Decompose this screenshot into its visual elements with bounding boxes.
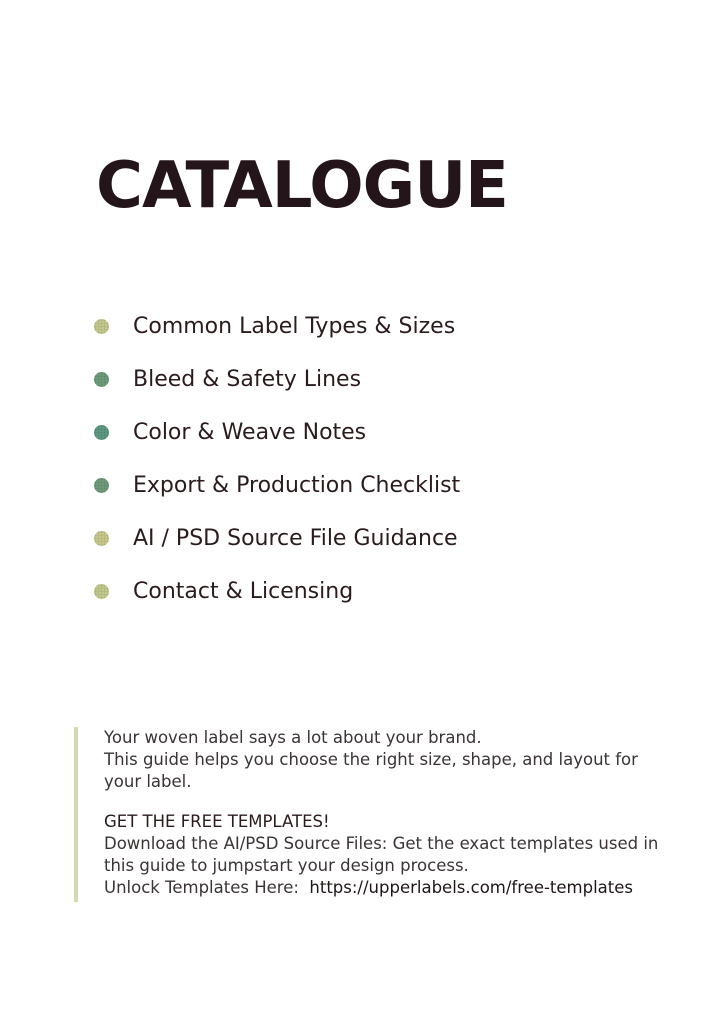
bullet-icon: [94, 478, 109, 493]
templates-link[interactable]: https://upperlabels.com/free-templates: [309, 878, 634, 897]
cta-body: Download the AI/PSD Source Files: Get the exact templates used in this guide to jumpstart your design process.: [104, 834, 659, 875]
bullet-icon: [94, 425, 109, 440]
templates-callout: [74, 727, 674, 902]
page-title: CATALOGUE: [96, 149, 508, 223]
unlock-label: Unlock Templates Here:: [104, 878, 299, 897]
toc-item-label: Contact & Licensing: [133, 579, 354, 604]
toc-item: [94, 459, 460, 512]
toc-item: [94, 512, 460, 565]
intro-text: [104, 727, 674, 793]
toc-item: [94, 353, 460, 406]
toc-item-label: AI / PSD Source File Guidance: [133, 526, 458, 551]
unlock-line: [104, 877, 674, 899]
toc-item: [94, 565, 460, 618]
bullet-icon: [94, 372, 109, 387]
toc-item: [94, 300, 460, 353]
intro-line-1: Your woven label says a lot about your brand.: [104, 728, 482, 747]
toc-item-label: Color & Weave Notes: [133, 420, 367, 445]
bullet-icon: [94, 531, 109, 546]
toc-item-label: Export & Production Checklist: [133, 473, 461, 498]
bullet-icon: [94, 584, 109, 599]
intro-line-2: This guide helps you choose the right size, shape, and layout for your label.: [104, 750, 638, 791]
cta-heading: GET THE FREE TEMPLATES!: [104, 812, 330, 831]
toc-item-label: Bleed & Safety Lines: [133, 367, 362, 392]
toc-item-label: Common Label Types & Sizes: [133, 314, 456, 339]
toc-item: [94, 406, 460, 459]
bullet-icon: [94, 319, 109, 334]
table-of-contents: [94, 300, 460, 618]
